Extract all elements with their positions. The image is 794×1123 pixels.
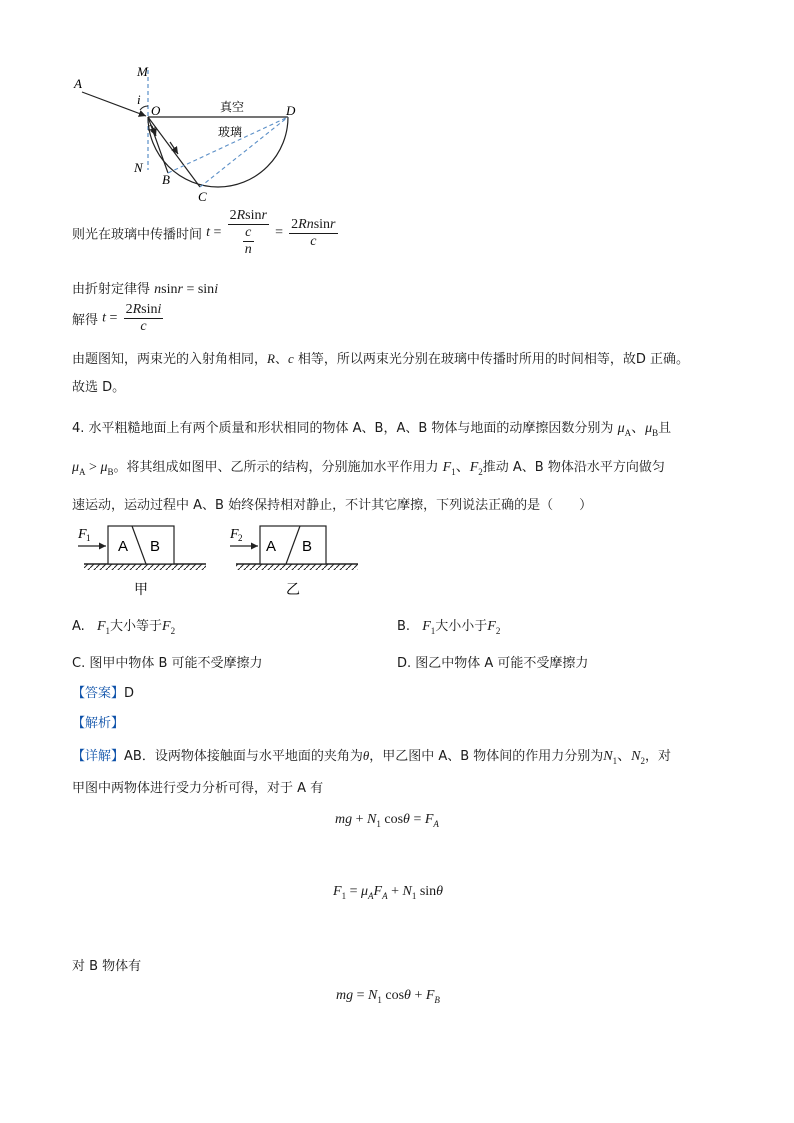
- option-c[interactable]: C. 图甲中物体 B 可能不受摩擦力: [72, 656, 263, 671]
- analysis-label: 【解析】: [72, 716, 125, 731]
- option-d[interactable]: D. 图乙中物体 A 可能不受摩擦力: [397, 656, 589, 671]
- svg-text:F: F: [78, 527, 87, 542]
- question-text-1-end: 且: [658, 421, 672, 436]
- option-b-text: 大小小于: [435, 619, 488, 634]
- time-formula-line: 则光在玻璃中传播时间 t = $\frac{2Rsinr}{\frac{c}{n}}$ = $\frac{2Rnsinr}{c}$: [72, 208, 336, 257]
- svg-text:1: 1: [86, 533, 91, 543]
- conclusion-line: 由题图知，两束光的入射角相同，R、c 相等，所以两束光分别在玻璃中传播时所用的时间相等，故D 正确。: [72, 351, 690, 367]
- figure-jia: [77, 526, 206, 598]
- svg-text:2: 2: [238, 533, 243, 543]
- svg-text:乙: 乙: [286, 582, 300, 598]
- conclusion-prefix: 由题图知，两束光的入射角相同，: [72, 352, 268, 367]
- label-M: M: [137, 64, 148, 79]
- detail-label: 【详解】: [72, 749, 125, 764]
- detail-line-2: 甲图中两物体进行受力分析可得，对于 A 有: [72, 781, 324, 796]
- for-b-line: 对 B 物体有: [72, 959, 142, 974]
- label-N: N: [134, 160, 143, 175]
- option-a-text: 大小等于: [110, 619, 163, 634]
- option-b[interactable]: B. $F_1$大小小于$F_2$: [397, 619, 501, 636]
- solution-intro: 解得: [72, 313, 99, 328]
- label-i: i: [137, 92, 141, 107]
- label-glass: 玻璃: [218, 125, 243, 139]
- time-intro: 则光在玻璃中传播时间: [72, 227, 203, 243]
- label-O: O: [151, 103, 161, 118]
- detail-text-2: ，甲乙图中 A、B 物体间的作用力分别为: [369, 749, 604, 764]
- svg-text:甲: 甲: [134, 582, 148, 598]
- answer-line: [72, 682, 134, 701]
- label-C: C: [198, 189, 207, 204]
- label-vacuum: 真空: [220, 100, 245, 114]
- option-a[interactable]: A. $F_1$大小等于$F_2$: [72, 619, 176, 636]
- answer-value: D: [124, 686, 135, 701]
- refraction-law-line: 由折射定律得 nsinr = sini: [72, 282, 219, 297]
- question-text-2: 。将其组成如图甲、乙所示的结构，分别施加水平作用力: [113, 460, 439, 475]
- svg-text:A: A: [266, 538, 277, 555]
- refraction-figure: [60, 60, 320, 210]
- detail-text-3: ，对: [644, 749, 671, 764]
- question-line-1: 4. 水平粗糙地面上有两个质量和形状相同的物体 A、B，A、B 物体与地面的动摩擦因数分别为 $\mu_A$、$\mu_B$且: [72, 421, 672, 438]
- choice-line: 故选 D。: [72, 380, 126, 395]
- label-B: B: [162, 172, 170, 187]
- solution-line: 解得 t = $\frac{2Rsini}{c}$: [72, 302, 162, 334]
- figure-yi: [229, 526, 358, 598]
- label-A: A: [74, 76, 82, 91]
- refraction-law-intro: 由折射定律得: [72, 282, 151, 297]
- question-text-2-end: 推动 A、B 物体沿水平方向做匀: [482, 460, 665, 475]
- answer-label: 【答案】: [72, 686, 125, 701]
- option-a-label: A.: [72, 619, 85, 634]
- equation-1: mg + $N_1$ $\cos\theta = F_A$: [335, 812, 439, 829]
- svg-text:A: A: [118, 538, 129, 555]
- question-text-1: 4. 水平粗糙地面上有两个质量和形状相同的物体 A、B，A、B 物体与地面的动摩擦因数分别为: [72, 421, 614, 436]
- question-line-3: 速运动，运动过程中 A、B 始终保持相对静止，不计其它摩擦，下列说法正确的是（ ）: [72, 498, 593, 513]
- option-b-label: B.: [397, 619, 411, 634]
- label-D: D: [286, 103, 296, 118]
- equation-2: $F_1 = \mu_AF_A + N_1$ sinθ: [333, 884, 444, 901]
- blocks-figure: [72, 520, 372, 600]
- detail-line-1: 【详解】AB．设两物体接触面与水平地面的夹角为θ，甲乙图中 A、B 物体间的作用力分别为$N_1$、$N_2$，对: [72, 748, 671, 766]
- detail-text-1: AB．设两物体接触面与水平地面的夹角为: [124, 749, 363, 764]
- svg-text:F: F: [230, 527, 239, 542]
- svg-text:B: B: [302, 538, 313, 555]
- question-line-2: $\mu_A > \mu_B$。将其组成如图甲、乙所示的结构，分别施加水平作用力 $F_1$、$F_2$推动 A、B 物体沿水平方向做匀: [72, 460, 665, 477]
- conclusion-rest: 相等，所以两束光分别在玻璃中传播时所用的时间相等，故D 正确。: [297, 352, 690, 367]
- equation-3: mg = $N_1$ $\cos\theta + F_B$: [336, 988, 440, 1005]
- svg-text:B: B: [150, 538, 161, 555]
